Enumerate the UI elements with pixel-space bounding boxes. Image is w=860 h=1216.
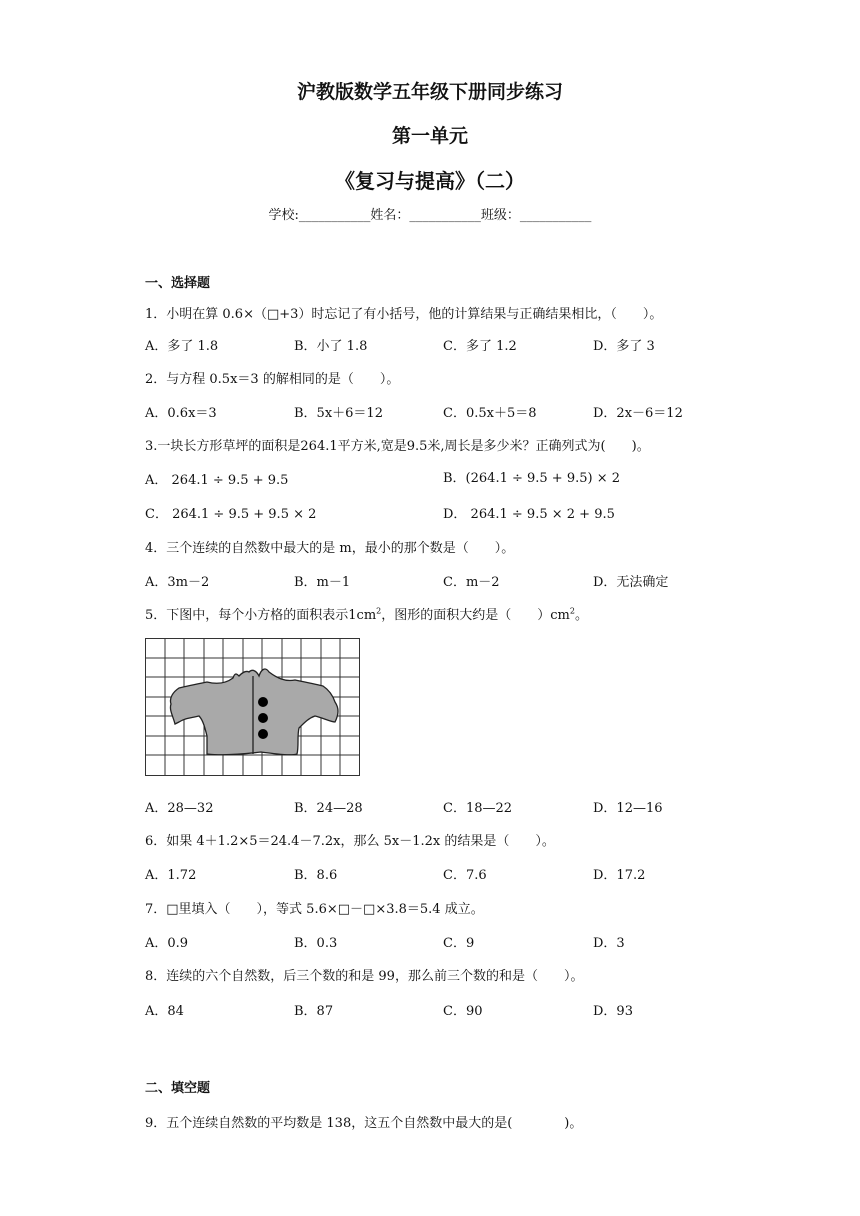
q5-option-b: B．24—28 [294,801,363,816]
q3-option-a: A． 264.1 ÷ 9.5 + 9.5 [145,473,289,488]
q1-option-a: A．多了 1.8 [145,339,219,354]
q7-option-b: B．0.3 [294,936,338,951]
q8-option-a: A．84 [145,1004,184,1019]
sweater-button-middle [258,713,268,723]
q5-text-c: 。 [574,608,588,623]
question-5 [145,604,588,623]
question-6: 6．如果 4＋1.2×5＝24.4－7.2x，那么 5x－1.2x 的结果是（ ）。 [145,834,555,849]
q5-option-d: D．12—16 [593,801,663,816]
q1-option-d: D．多了 3 [593,339,655,354]
q5-text-b: ，图形的面积大约是（ ）cm [381,608,570,623]
q5-superscript-1: 2 [376,606,382,616]
q4-option-c: C．m－2 [443,575,500,590]
q8-option-b: B．87 [294,1004,334,1019]
q2-option-a: A．0.6x＝3 [145,406,217,421]
question-7: 7．□里填入（ ），等式 5.6×□－□×3.8＝5.4 成立。 [145,902,484,917]
q2-option-c: C．0.5x＋5＝8 [443,406,537,421]
question-3: 3.一块长方形草坪的面积是264.1平方米,宽是9.5米,周长是多少米？正确列式为( )。 [145,439,650,454]
q5-text-a: 5．下图中，每个小方格的面积表示1cm [145,608,377,623]
q5-option-a: A．28—32 [145,801,214,816]
q7-option-d: D．3 [593,936,625,951]
section-choice-heading: 一、选择题 [145,276,211,291]
question-8: 8．连续的六个自然数，后三个数的和是 99，那么前三个数的和是（ ）。 [145,969,584,984]
q6-option-c: C．7.6 [443,868,487,883]
q6-option-a: A．1.72 [145,868,197,883]
unit-title: 第一单元 [391,125,468,147]
q1-option-b: B．小了 1.8 [294,339,368,354]
sweater-button-bottom [258,729,268,739]
q4-option-a: A．3m－2 [145,575,210,590]
q4-option-d: D．无法确定 [593,575,669,590]
question-9: 9．五个连续自然数的平均数是 138，这五个自然数中最大的是( )。 [145,1116,583,1131]
question-4: 4．三个连续的自然数中最大的是 m，最小的那个数是（ ）。 [145,541,515,556]
student-info-line: 学校:___________姓名：___________班级：___________ [268,208,592,223]
q5-superscript-2: 2 [569,606,575,616]
question-2: 2．与方程 0.5x＝3 的解相同的是（ ）。 [145,372,400,387]
lesson-title: 《复习与提高》（二） [335,169,525,193]
q2-option-d: D．2x－6＝12 [593,406,683,421]
q5-option-c: C．18—22 [443,801,513,816]
worksheet-title: 沪教版数学五年级下册同步练习 [296,81,563,103]
q2-option-b: B．5x＋6＝12 [294,406,383,421]
section-fill-heading: 二、填空题 [145,1081,211,1096]
q3-option-b: B．(264.1 ÷ 9.5 + 9.5) × 2 [443,471,621,486]
q7-option-a: A．0.9 [145,936,189,951]
sweater-shape [170,669,338,755]
question-1: 1．小明在算 0.6×（□+3）时忘记了有小括号，他的计算结果与正确结果相比，（ ）。 [145,307,663,322]
q4-option-b: B．m－1 [294,575,351,590]
q7-option-c: C．9 [443,936,475,951]
q8-option-c: C．90 [443,1004,483,1019]
grid-sweater-figure [145,638,361,778]
q3-option-d: D． 264.1 ÷ 9.5 × 2 + 9.5 [443,507,615,522]
sweater-button-top [258,697,268,707]
q8-option-d: D．93 [593,1004,633,1019]
q3-option-c: C． 264.1 ÷ 9.5 + 9.5 × 2 [145,507,317,522]
q6-option-b: B．8.6 [294,868,338,883]
q1-option-c: C．多了 1.2 [443,339,517,354]
q6-option-d: D．17.2 [593,868,646,883]
